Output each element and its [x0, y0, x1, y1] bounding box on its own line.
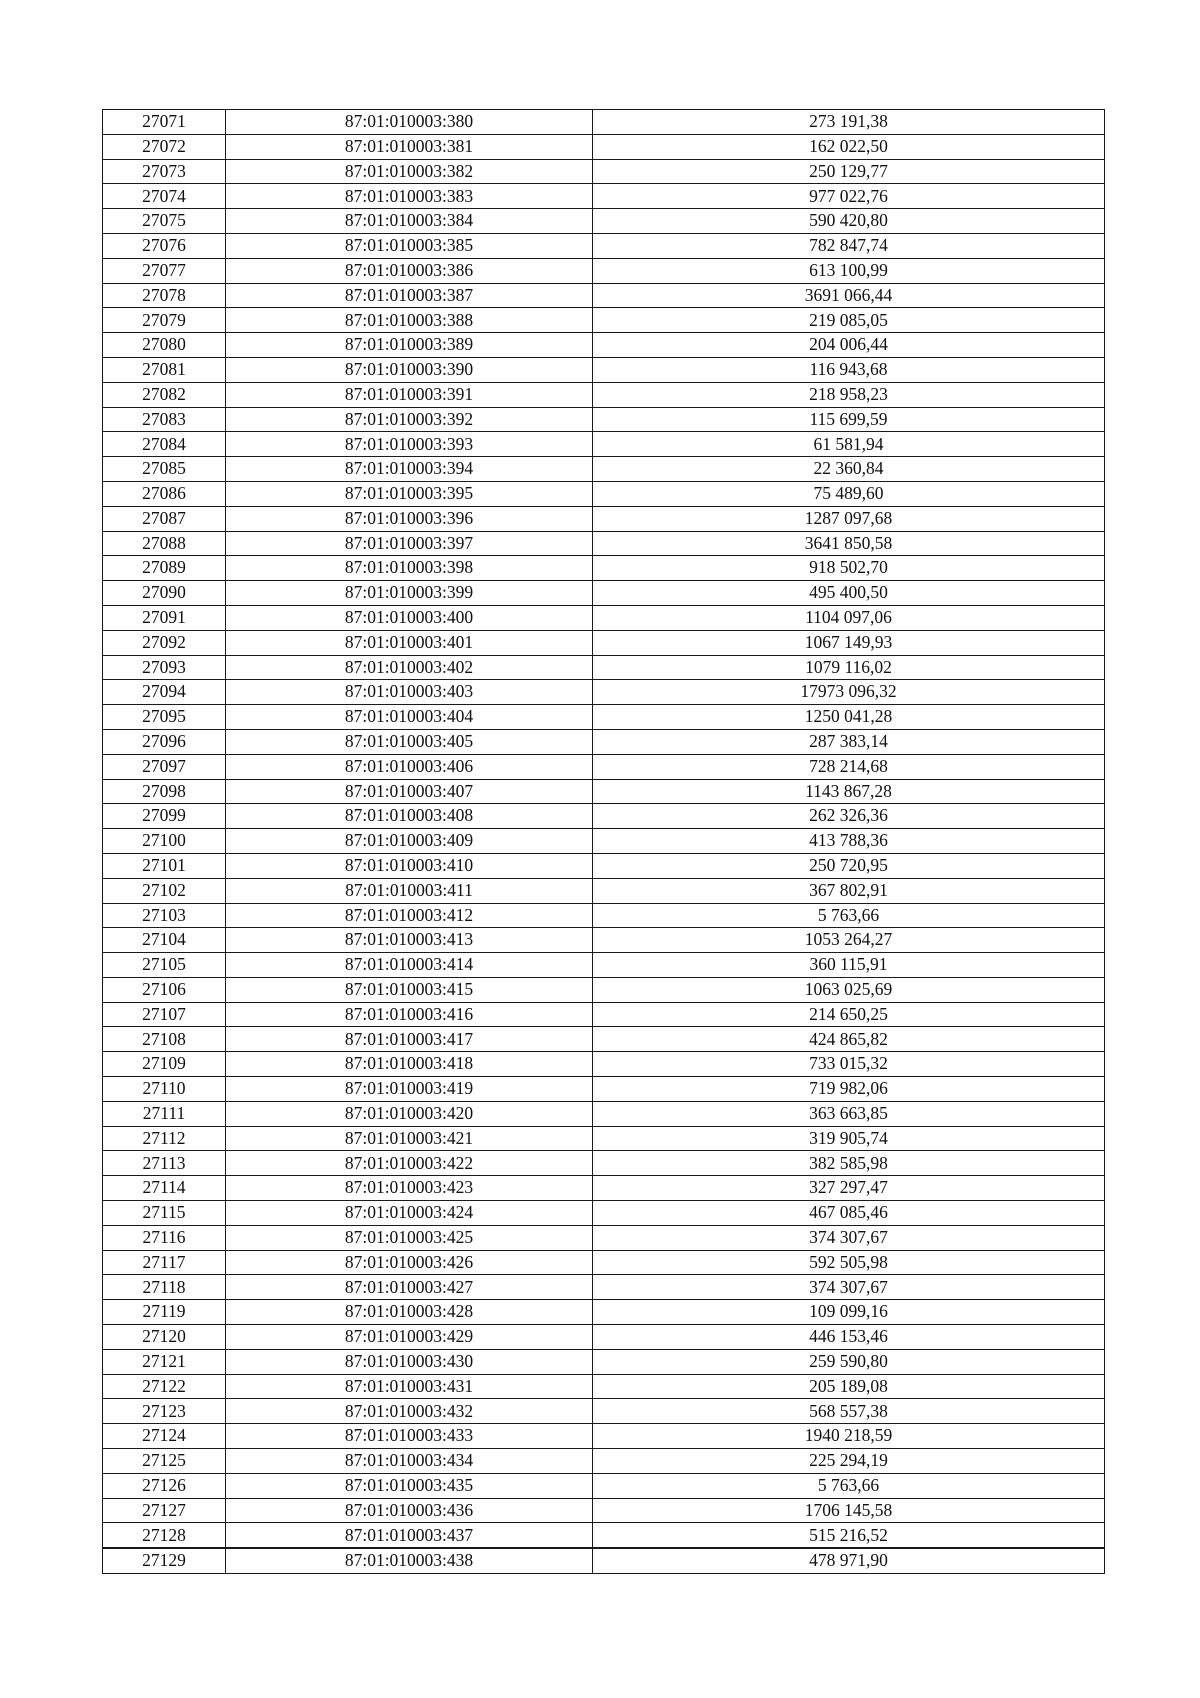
cadastral-number-cell: 87:01:010003:381 [226, 134, 593, 159]
table-row [103, 1225, 1105, 1250]
cadastral-number-cell: 87:01:010003:423 [226, 1176, 593, 1201]
value-cell: 733 015,32 [593, 1052, 1105, 1077]
row-number-cell: 27087 [103, 506, 226, 531]
value-cell: 446 153,46 [593, 1325, 1105, 1350]
cadastral-number-cell: 87:01:010003:413 [226, 928, 593, 953]
row-number-cell: 27122 [103, 1374, 226, 1399]
row-number-cell: 27111 [103, 1101, 226, 1126]
value-cell: 273 191,38 [593, 110, 1105, 135]
table-row [103, 779, 1105, 804]
value-cell: 319 905,74 [593, 1126, 1105, 1151]
table-row [103, 853, 1105, 878]
value-cell: 363 663,85 [593, 1101, 1105, 1126]
cadastral-number-cell: 87:01:010003:397 [226, 531, 593, 556]
cadastral-number-cell: 87:01:010003:395 [226, 481, 593, 506]
cadastral-number-cell: 87:01:010003:432 [226, 1399, 593, 1424]
row-number-cell: 27129 [103, 1548, 226, 1573]
table-row [103, 655, 1105, 680]
value-cell: 205 189,08 [593, 1374, 1105, 1399]
table-row [103, 1201, 1105, 1226]
row-number-cell: 27118 [103, 1275, 226, 1300]
value-cell: 204 006,44 [593, 333, 1105, 358]
cadastral-number-cell: 87:01:010003:427 [226, 1275, 593, 1300]
cadastral-number-cell: 87:01:010003:398 [226, 556, 593, 581]
cadastral-number-cell: 87:01:010003:405 [226, 729, 593, 754]
value-cell: 590 420,80 [593, 209, 1105, 234]
cadastral-number-cell: 87:01:010003:417 [226, 1027, 593, 1052]
cadastral-number-cell: 87:01:010003:424 [226, 1201, 593, 1226]
row-number-cell: 27106 [103, 977, 226, 1002]
table-row [103, 134, 1105, 159]
value-cell: 1053 264,27 [593, 928, 1105, 953]
value-cell: 478 971,90 [593, 1548, 1105, 1573]
row-number-cell: 27104 [103, 928, 226, 953]
row-number-cell: 27103 [103, 903, 226, 928]
value-cell: 1287 097,68 [593, 506, 1105, 531]
value-cell: 1250 041,28 [593, 705, 1105, 730]
row-number-cell: 27081 [103, 357, 226, 382]
table-row [103, 903, 1105, 928]
row-number-cell: 27105 [103, 953, 226, 978]
cadastral-number-cell: 87:01:010003:400 [226, 605, 593, 630]
cadastral-number-cell: 87:01:010003:430 [226, 1349, 593, 1374]
table-row [103, 1002, 1105, 1027]
table-row [103, 928, 1105, 953]
value-cell: 467 085,46 [593, 1201, 1105, 1226]
cadastral-number-cell: 87:01:010003:407 [226, 779, 593, 804]
cadastral-number-cell: 87:01:010003:401 [226, 630, 593, 655]
table-row [103, 878, 1105, 903]
row-number-cell: 27108 [103, 1027, 226, 1052]
table-row [103, 457, 1105, 482]
value-cell: 977 022,76 [593, 184, 1105, 209]
table-row [103, 1250, 1105, 1275]
cadastral-number-cell: 87:01:010003:391 [226, 382, 593, 407]
cadastral-number-cell: 87:01:010003:380 [226, 110, 593, 135]
cadastral-number-cell: 87:01:010003:409 [226, 829, 593, 854]
table-row [103, 481, 1105, 506]
row-number-cell: 27101 [103, 853, 226, 878]
row-number-cell: 27080 [103, 333, 226, 358]
row-number-cell: 27109 [103, 1052, 226, 1077]
cadastral-number-cell: 87:01:010003:425 [226, 1225, 593, 1250]
value-cell: 219 085,05 [593, 308, 1105, 333]
cadastral-number-cell: 87:01:010003:390 [226, 357, 593, 382]
value-cell: 75 489,60 [593, 481, 1105, 506]
table-row [103, 630, 1105, 655]
table-row [103, 605, 1105, 630]
value-cell: 360 115,91 [593, 953, 1105, 978]
row-number-cell: 27097 [103, 754, 226, 779]
value-cell: 214 650,25 [593, 1002, 1105, 1027]
row-number-cell: 27115 [103, 1201, 226, 1226]
row-number-cell: 27092 [103, 630, 226, 655]
value-cell: 1940 218,59 [593, 1424, 1105, 1449]
table-row [103, 110, 1105, 135]
table-row [103, 1176, 1105, 1201]
table-row [103, 432, 1105, 457]
row-number-cell: 27082 [103, 382, 226, 407]
value-cell: 367 802,91 [593, 878, 1105, 903]
value-cell: 1143 867,28 [593, 779, 1105, 804]
cadastral-number-cell: 87:01:010003:389 [226, 333, 593, 358]
table-row [103, 977, 1105, 1002]
cadastral-number-cell: 87:01:010003:394 [226, 457, 593, 482]
row-number-cell: 27099 [103, 804, 226, 829]
row-number-cell: 27073 [103, 159, 226, 184]
row-number-cell: 27075 [103, 209, 226, 234]
table-row [103, 953, 1105, 978]
value-cell: 413 788,36 [593, 829, 1105, 854]
row-number-cell: 27094 [103, 680, 226, 705]
row-number-cell: 27095 [103, 705, 226, 730]
data-table [102, 109, 1105, 1574]
cadastral-number-cell: 87:01:010003:431 [226, 1374, 593, 1399]
row-number-cell: 27091 [103, 605, 226, 630]
value-cell: 1067 149,93 [593, 630, 1105, 655]
cadastral-number-cell: 87:01:010003:396 [226, 506, 593, 531]
row-number-cell: 27123 [103, 1399, 226, 1424]
table-row [103, 1325, 1105, 1350]
value-cell: 250 129,77 [593, 159, 1105, 184]
row-number-cell: 27077 [103, 258, 226, 283]
table-row [103, 1151, 1105, 1176]
row-number-cell: 27117 [103, 1250, 226, 1275]
cadastral-number-cell: 87:01:010003:415 [226, 977, 593, 1002]
value-cell: 495 400,50 [593, 581, 1105, 606]
row-number-cell: 27128 [103, 1523, 226, 1548]
value-cell: 719 982,06 [593, 1077, 1105, 1102]
row-number-cell: 27121 [103, 1349, 226, 1374]
row-number-cell: 27084 [103, 432, 226, 457]
table-row [103, 308, 1105, 333]
table-row [103, 680, 1105, 705]
cadastral-number-cell: 87:01:010003:408 [226, 804, 593, 829]
cadastral-number-cell: 87:01:010003:403 [226, 680, 593, 705]
cadastral-number-cell: 87:01:010003:404 [226, 705, 593, 730]
cadastral-number-cell: 87:01:010003:384 [226, 209, 593, 234]
value-cell: 918 502,70 [593, 556, 1105, 581]
table-row [103, 1275, 1105, 1300]
row-number-cell: 27083 [103, 407, 226, 432]
row-number-cell: 27114 [103, 1176, 226, 1201]
table-row [103, 1101, 1105, 1126]
row-number-cell: 27074 [103, 184, 226, 209]
value-cell: 782 847,74 [593, 233, 1105, 258]
table-row [103, 1424, 1105, 1449]
value-cell: 424 865,82 [593, 1027, 1105, 1052]
value-cell: 327 297,47 [593, 1176, 1105, 1201]
cadastral-number-cell: 87:01:010003:422 [226, 1151, 593, 1176]
table-row [103, 506, 1105, 531]
cadastral-number-cell: 87:01:010003:410 [226, 853, 593, 878]
value-cell: 568 557,38 [593, 1399, 1105, 1424]
table-row [103, 1473, 1105, 1498]
cadastral-number-cell: 87:01:010003:411 [226, 878, 593, 903]
row-number-cell: 27086 [103, 481, 226, 506]
value-cell: 1706 145,58 [593, 1498, 1105, 1523]
row-number-cell: 27120 [103, 1325, 226, 1350]
table-row [103, 1374, 1105, 1399]
row-number-cell: 27090 [103, 581, 226, 606]
table-row [103, 382, 1105, 407]
value-cell: 162 022,50 [593, 134, 1105, 159]
value-cell: 225 294,19 [593, 1449, 1105, 1474]
cadastral-number-cell: 87:01:010003:421 [226, 1126, 593, 1151]
table-row [103, 1027, 1105, 1052]
cadastral-number-cell: 87:01:010003:414 [226, 953, 593, 978]
row-number-cell: 27093 [103, 655, 226, 680]
value-cell: 22 360,84 [593, 457, 1105, 482]
table-row [103, 1399, 1105, 1424]
value-cell: 61 581,94 [593, 432, 1105, 457]
value-cell: 374 307,67 [593, 1275, 1105, 1300]
value-cell: 218 958,23 [593, 382, 1105, 407]
row-number-cell: 27076 [103, 233, 226, 258]
cadastral-number-cell: 87:01:010003:412 [226, 903, 593, 928]
row-number-cell: 27127 [103, 1498, 226, 1523]
table-row [103, 209, 1105, 234]
cadastral-number-cell: 87:01:010003:393 [226, 432, 593, 457]
value-cell: 1063 025,69 [593, 977, 1105, 1002]
row-number-cell: 27119 [103, 1300, 226, 1325]
row-number-cell: 27102 [103, 878, 226, 903]
table-row [103, 407, 1105, 432]
table-row [103, 357, 1105, 382]
value-cell: 728 214,68 [593, 754, 1105, 779]
value-cell: 5 763,66 [593, 903, 1105, 928]
value-cell: 116 943,68 [593, 357, 1105, 382]
cadastral-number-cell: 87:01:010003:386 [226, 258, 593, 283]
value-cell: 382 585,98 [593, 1151, 1105, 1176]
table-row [103, 1349, 1105, 1374]
value-cell: 374 307,67 [593, 1225, 1105, 1250]
cadastral-number-cell: 87:01:010003:388 [226, 308, 593, 333]
table-row [103, 829, 1105, 854]
table-row [103, 233, 1105, 258]
table-row [103, 1449, 1105, 1474]
value-cell: 1104 097,06 [593, 605, 1105, 630]
table-row [103, 1548, 1105, 1573]
value-cell: 287 383,14 [593, 729, 1105, 754]
table-row [103, 159, 1105, 184]
value-cell: 109 099,16 [593, 1300, 1105, 1325]
cadastral-number-cell: 87:01:010003:418 [226, 1052, 593, 1077]
value-cell: 3691 066,44 [593, 283, 1105, 308]
table-row [103, 581, 1105, 606]
row-number-cell: 27072 [103, 134, 226, 159]
table-row [103, 258, 1105, 283]
table-row [103, 1077, 1105, 1102]
table-row [103, 1052, 1105, 1077]
table-body [103, 110, 1105, 1574]
cadastral-number-cell: 87:01:010003:434 [226, 1449, 593, 1474]
table-row [103, 283, 1105, 308]
value-cell: 1079 116,02 [593, 655, 1105, 680]
cadastral-number-cell: 87:01:010003:416 [226, 1002, 593, 1027]
value-cell: 5 763,66 [593, 1473, 1105, 1498]
row-number-cell: 27125 [103, 1449, 226, 1474]
value-cell: 262 326,36 [593, 804, 1105, 829]
row-number-cell: 27112 [103, 1126, 226, 1151]
cadastral-number-cell: 87:01:010003:406 [226, 754, 593, 779]
value-cell: 592 505,98 [593, 1250, 1105, 1275]
table-row [103, 1126, 1105, 1151]
row-number-cell: 27098 [103, 779, 226, 804]
table-row [103, 754, 1105, 779]
value-cell: 17973 096,32 [593, 680, 1105, 705]
cadastral-number-cell: 87:01:010003:392 [226, 407, 593, 432]
row-number-cell: 27100 [103, 829, 226, 854]
value-cell: 515 216,52 [593, 1523, 1105, 1548]
table-row [103, 333, 1105, 358]
row-number-cell: 27113 [103, 1151, 226, 1176]
row-number-cell: 27089 [103, 556, 226, 581]
row-number-cell: 27078 [103, 283, 226, 308]
value-cell: 3641 850,58 [593, 531, 1105, 556]
cadastral-number-cell: 87:01:010003:433 [226, 1424, 593, 1449]
row-number-cell: 27116 [103, 1225, 226, 1250]
cadastral-number-cell: 87:01:010003:387 [226, 283, 593, 308]
row-number-cell: 27096 [103, 729, 226, 754]
table-row [103, 804, 1105, 829]
cadastral-number-cell: 87:01:010003:420 [226, 1101, 593, 1126]
cadastral-number-cell: 87:01:010003:399 [226, 581, 593, 606]
cadastral-number-cell: 87:01:010003:428 [226, 1300, 593, 1325]
row-number-cell: 27126 [103, 1473, 226, 1498]
table-row [103, 1300, 1105, 1325]
cadastral-number-cell: 87:01:010003:382 [226, 159, 593, 184]
table-row [103, 184, 1105, 209]
cadastral-number-cell: 87:01:010003:426 [226, 1250, 593, 1275]
value-cell: 115 699,59 [593, 407, 1105, 432]
row-number-cell: 27110 [103, 1077, 226, 1102]
table-row [103, 1498, 1105, 1523]
row-number-cell: 27124 [103, 1424, 226, 1449]
cadastral-number-cell: 87:01:010003:437 [226, 1523, 593, 1548]
table-row [103, 531, 1105, 556]
value-cell: 613 100,99 [593, 258, 1105, 283]
cadastral-number-cell: 87:01:010003:385 [226, 233, 593, 258]
value-cell: 259 590,80 [593, 1349, 1105, 1374]
cadastral-number-cell: 87:01:010003:402 [226, 655, 593, 680]
table-row [103, 729, 1105, 754]
row-number-cell: 27107 [103, 1002, 226, 1027]
row-number-cell: 27079 [103, 308, 226, 333]
cadastral-number-cell: 87:01:010003:436 [226, 1498, 593, 1523]
row-number-cell: 27071 [103, 110, 226, 135]
value-cell: 250 720,95 [593, 853, 1105, 878]
cadastral-number-cell: 87:01:010003:383 [226, 184, 593, 209]
row-number-cell: 27088 [103, 531, 226, 556]
table-row [103, 705, 1105, 730]
table-row [103, 556, 1105, 581]
cadastral-number-cell: 87:01:010003:419 [226, 1077, 593, 1102]
cadastral-number-cell: 87:01:010003:435 [226, 1473, 593, 1498]
cadastral-number-cell: 87:01:010003:438 [226, 1548, 593, 1573]
cadastral-number-cell: 87:01:010003:429 [226, 1325, 593, 1350]
row-number-cell: 27085 [103, 457, 226, 482]
table-row [103, 1523, 1105, 1548]
